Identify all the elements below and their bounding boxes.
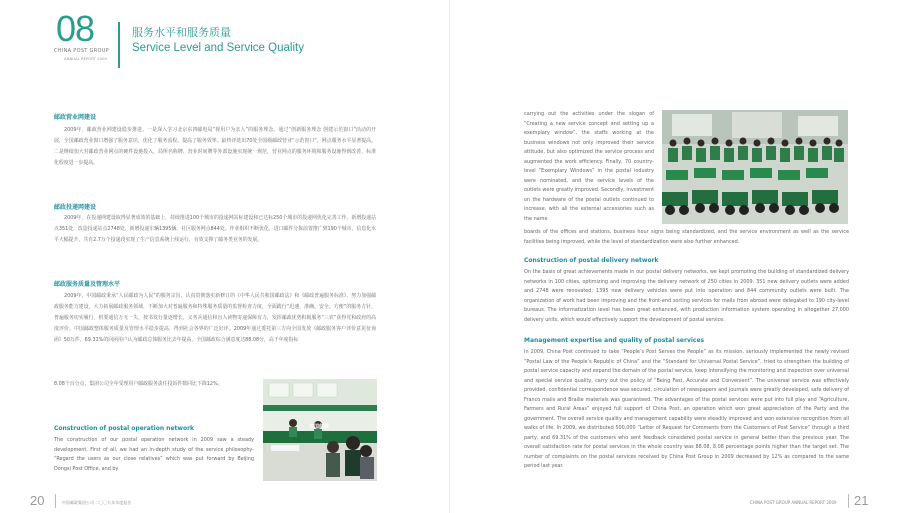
section-text-operation-en: The construction of our postal operation network in 2009 saw a steady development. First of all, we had an in-depth study of the service philosophy- “Regard the users as our close relatives” which was put forward by Beijing Dongsi Post Office, and by (54, 437, 254, 472)
section-text-operation-cn: 2009年，邮政营业网建设稳步推进。一是深入学习北京东四邮电局“视用户为亲人”的服务理念，通过“创新服务理念 创建示范窗口”活动的开展，全国邮政营业窗口增强了服务意识，优化了服务流程，提高了服务效率。最终评选出70处全国级邮政营业“示范窗口”，网点服务水平显著提高。二是继续加大对邮政营业网点的硬件设施投入，局所名称牌、营业时间牌等外部设施实现统一规范，营业网点的服务环境和服务设施得到改善，标准化程度进一步提高。 (54, 127, 376, 166)
page-number-right: 21 (854, 493, 869, 508)
footer-right: CHINA POST GROUP ANNUAL REPORT 2009 (750, 500, 837, 505)
section-heading-quality-en: Management expertise and quality of postal services (524, 337, 705, 344)
org-name: CHINA POST GROUP (54, 48, 110, 54)
intro-text-en: carrying out the activities under the slogan of “Creating a new service concept and setting up a exemplary window”, the staffs working at the business windows not only improved their service attitude, but also optimized the service process and augmented the work efficiency. Finally, 70 country-level “Exemplary Windows” in the postal industry were nominated, and the service levels of the outlets were greatly improved. Secondly, investment on the hardware of the postal outlets continued to increase, with all the external accessories such as the name (524, 111, 654, 222)
section-heading-operation-en: Construction of postal operation network (54, 425, 195, 432)
photo-sign: 中国邮政 (309, 424, 330, 430)
section-text-delivery-cn: 2009年，在投递网建设取得显著成效的基础上，持续推进100个城市的投递网站标建设和已达标250个城市的投递网优化完善工作。新增投递站点351处，改造投递站点2748处，新增投递车辆1395辆，社区服务网点844处。作业组织不断优化，进口邮件分拣前置推广到190个城市。信息化水平大幅提升，共有2.7万个投递段实现了生产信息系统上线运行，有效支撑了邮务类业务的发展。 (54, 215, 376, 243)
section-heading-delivery-en: Construction of postal delivery network (524, 257, 659, 264)
section-text-delivery-en: On the basis of great achievements made in our postal delivery networks, we kept promoting the building of standardized delivery networks in 100 cities, optimizing and improving the delivery network of 250 cities in 2009. 351 new delivery outlets were added and 2748 were renovated; 1395 new delivery vehicles were put into operation and 844 community outlets were built. The organization of work had been improving and the front-end sorting services for mails from abroad were delegated to 190 city-level bureaus. The informatization level has been great enhanced, with production information system operating in altogether 27,000 delivery units, which would effectively support the development of postal service. (524, 269, 849, 323)
chapter-title-en: Service Level and Service Quality (132, 42, 304, 54)
section-heading-quality-cn: 邮政服务质量及管理水平 (54, 281, 121, 288)
intro-text-en-cont: boards of the offices and stations, business hour signs being standardized, and the service environment as well as the service facilities being improved, while the level of standardization were also further enhanced. (524, 229, 849, 245)
chapter-title-cn: 服务水平和服务质量 (132, 26, 231, 39)
footer-divider-left (55, 494, 56, 508)
report-name: ANNUAL REPORT 2009 (64, 56, 107, 61)
right-page (450, 0, 900, 513)
section-text-quality-cn-cont: 8.08个百分点，集团公司全年受理用户邮政服务责任投诉件数同比下降12%。 (54, 381, 223, 387)
section-heading-operation-cn: 邮政营业网建设 (54, 114, 97, 121)
page-number-left: 20 (30, 493, 45, 508)
footer-left: 中国邮政集团公司 二〇〇九年年度报告 (62, 500, 132, 505)
section-text-quality-en: In 2009, China Post continued to take “People’s Post Serves the People” as its mission, seriously implemented the newly revised “Postal Law of the People’s Republic of China” and the “Standard for Universal Postal Service”, tried to strengthen the building of postal service capacity and expand the domain of the postal service, keep intensifying the monitoring and inspection over universal and special service quality, carry out the policy of “Being Fast, Accurate and Convenient”. The universal service was effectively provided, confidential correspondence was secured, circulation of newspapers and journals were greatly developed, safe delivery of Franco mails and Braille materials was guaranteed. The advantages of the postal services were put into full play and “Agriculture, Farmers and Rural Areas” enjoyed full support of China Post, an operation which won great appreciation of the Party and the government. The overall service quality and management capability were steadily improved and won extensive recognition from all walks of life. In 2009, we distributed 500,000 “Letter of Request for Comments from the Customers of Post Service” through a third party, and 69.31% of the customers who sent feedback considered postal service in general better than the previous year. The overall satisfaction rate for postal services in the whole country was 88.08, 8.08 percentage points higher than the target set. The number of complaints on the postal services received by China Post Group in 2009 decreased by 12% as compared to the same period last year. (524, 349, 849, 469)
section-text-quality-cn: 2009年，中国邮政秉承“人民邮政为人民”的服务宗旨，认真贯彻落实新修订的《中华人民共和国邮政法》和《邮政普遍服务标准》，努力加强邮政服务能力建设，大力拓展邮政服务领域，不断加大对普遍服务和特殊服务质量的监督检查力度，全面践行“迅速、准确、安全、方便”的服务方针，普遍服务切实履行，机要通信万无一失，按书发行量逐增长，义务兵通信和盲人读物寄递保障有力，发挥邮政优势积极服务“三农”获得党和政府的高度评价。中国邮政整体服务质量及管理水平稳步提高，得到社会各界的广泛好评。2009年通过委托第三方向全国发放《邮政服务客户评价意见征询函》50万件，69.31%的回函用户认为邮政总体服务比去年提高，全国邮政综合满意度达88.08分，高于年度指标 (54, 293, 376, 343)
chapter-number: 08 (56, 8, 95, 49)
footer-divider-right (848, 494, 849, 508)
post-office-photo (263, 379, 377, 481)
section-heading-delivery-cn: 邮政投递网建设 (54, 204, 97, 211)
delivery-workers-photo (662, 110, 848, 224)
title-divider (118, 22, 120, 68)
